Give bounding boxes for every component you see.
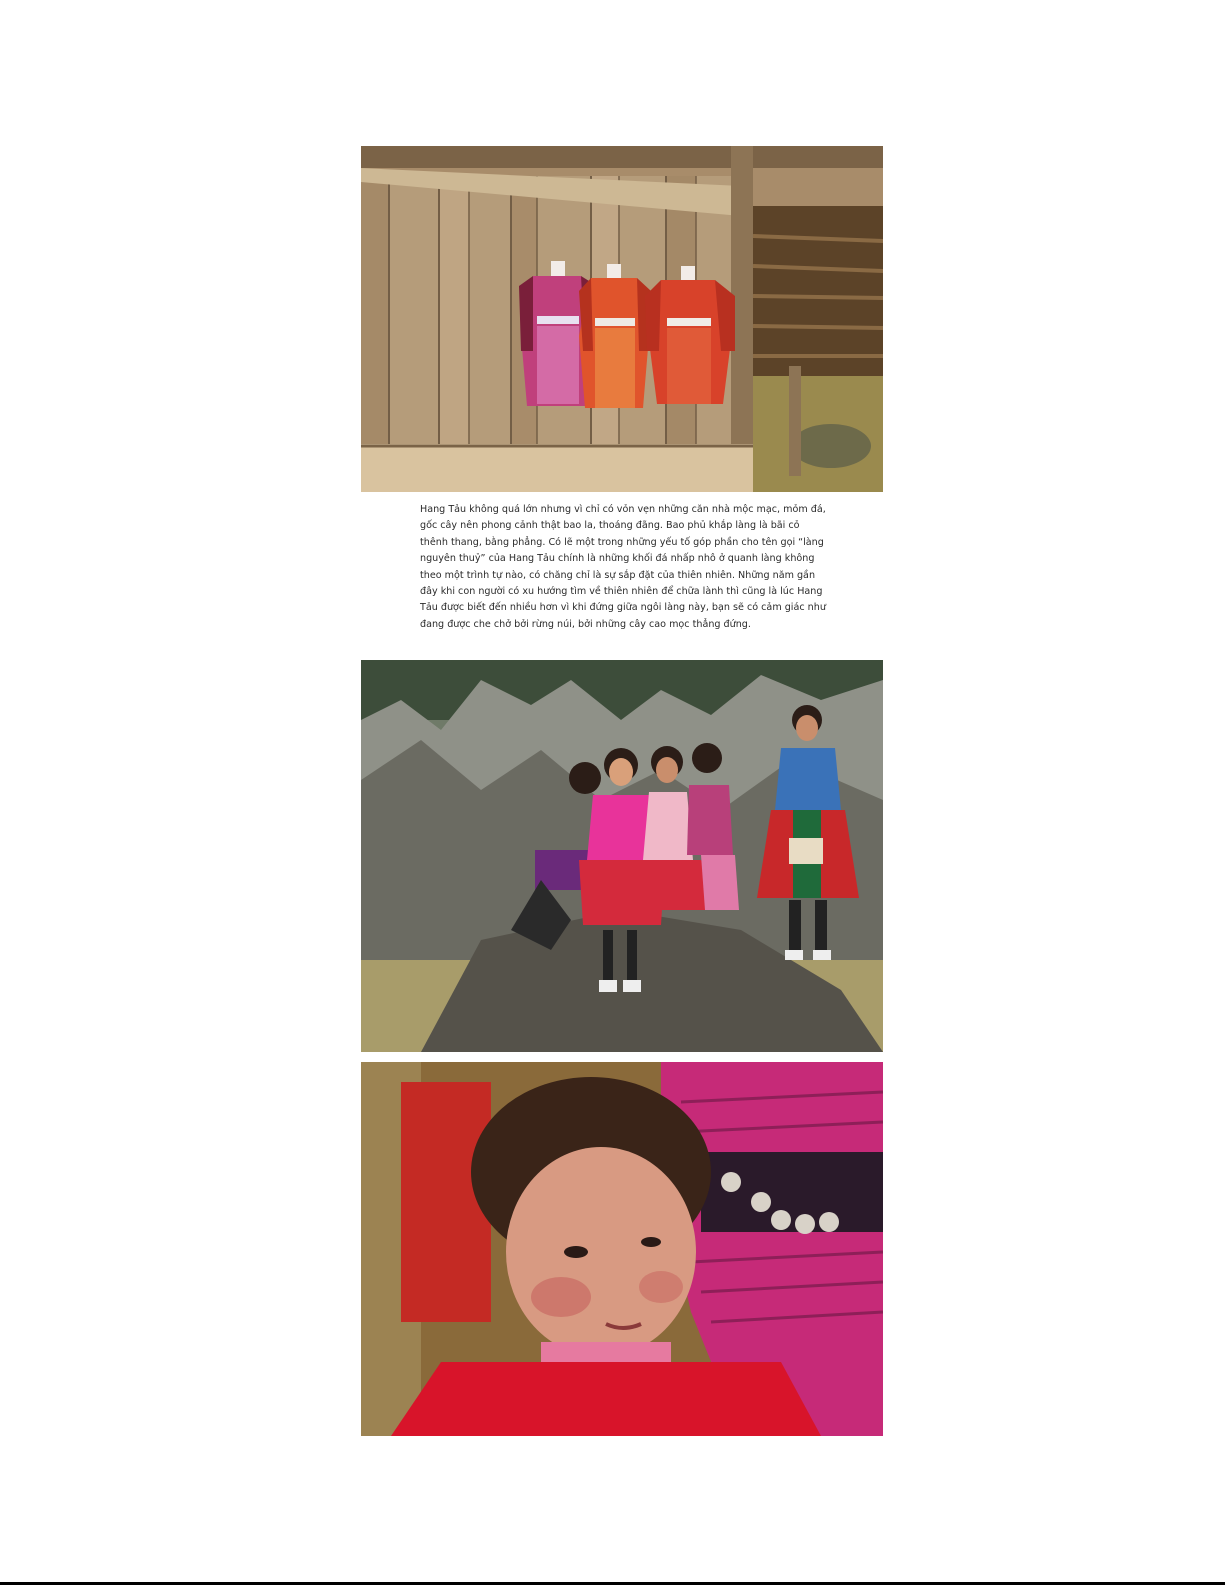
costume-red xyxy=(645,266,735,404)
photo-child-closeup xyxy=(361,1062,883,1436)
costume-orange xyxy=(579,264,651,408)
costumes-illustration xyxy=(361,146,883,492)
girls-illustration xyxy=(361,660,883,1052)
photo-costumes-on-wooden-wall xyxy=(361,146,883,492)
child-illustration xyxy=(361,1062,883,1436)
photo-girls-on-rocks xyxy=(361,660,883,1052)
article-paragraph: Hang Tảu không quá lớn nhưng vì chỉ có vỏn vẹn những căn nhà mộc mạc, mỏm đá, gốc cây nên phong cảnh thật bao la, thoáng đãng. Bao phủ khắp làng là bãi cỏ thênh thang, bằng phẳng. Có lẽ một trong những yếu tố góp phần cho tên gọi “làng nguyên thuỷ” của Hang Tảu chính là những khối đá nhấp nhô ở quanh làng không theo một trình tự nào, có chăng chỉ là sự sắp đặt của thiên nhiên. Những năm gần đây khi con người có xu hướng tìm về thiên nhiên để chữa lành thì cũng là lúc Hang Tảu được biết đến nhiều hơn vì khi đứng giữa ngôi làng này, bạn sẽ có cảm giác như đang được che chở bởi rừng núi, bởi những cây cao mọc thẳng đứng. xyxy=(420,504,826,630)
